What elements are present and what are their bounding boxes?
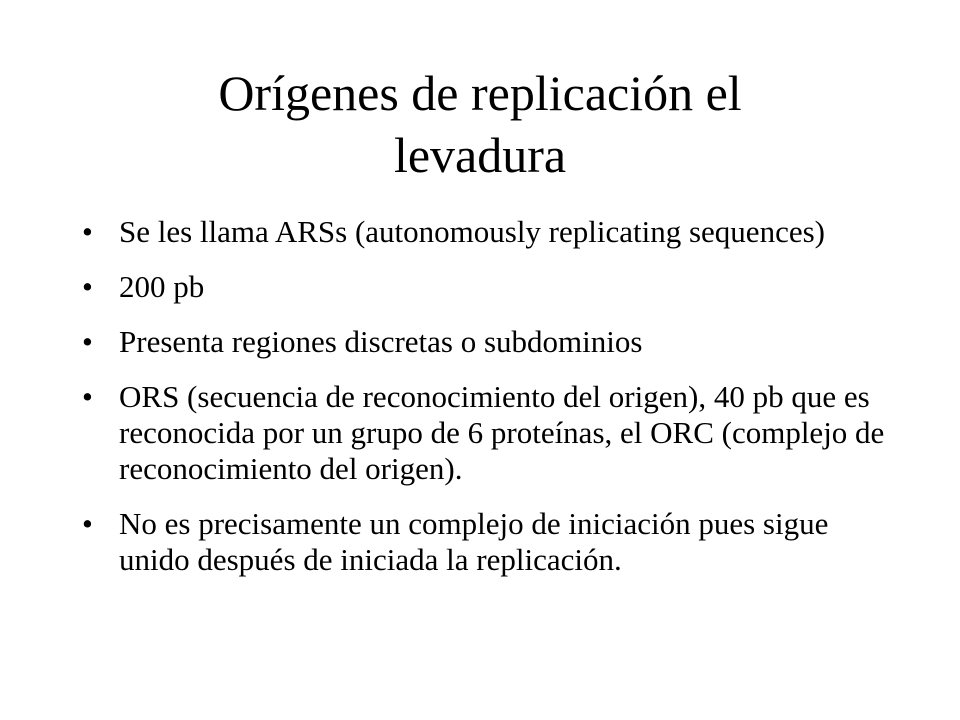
bullet-marker: •: [82, 506, 93, 541]
bullet-text: Se les llama ARSs (autonomously replicating sequences): [119, 214, 825, 249]
bullet-marker: •: [82, 324, 93, 359]
bullet-list: [82, 214, 902, 597]
bullet-marker: •: [82, 269, 93, 304]
slide-title-line-1: Orígenes de replicación el: [218, 65, 742, 121]
bullet-text: Presenta regiones discretas o subdominios: [119, 324, 643, 359]
slide-title: [0, 62, 960, 186]
bullet-item: [82, 324, 902, 360]
bullet-marker: •: [82, 379, 93, 414]
bullet-text: No es precisamente un complejo de iniciación pues sigue unido después de iniciada la replicación.: [119, 506, 829, 577]
bullet-item: [82, 269, 902, 305]
bullet-item: [82, 214, 902, 250]
bullet-text: ORS (secuencia de reconocimiento del origen), 40 pb que es reconocida por un grupo de 6 proteínas, el ORC (complejo de reconocimiento del origen).: [119, 379, 885, 486]
bullet-item: [82, 506, 902, 578]
bullet-item: [82, 379, 902, 487]
bullet-marker: •: [82, 214, 93, 249]
slide-title-line-2: levadura: [393, 127, 567, 183]
bullet-text: 200 pb: [119, 269, 205, 304]
